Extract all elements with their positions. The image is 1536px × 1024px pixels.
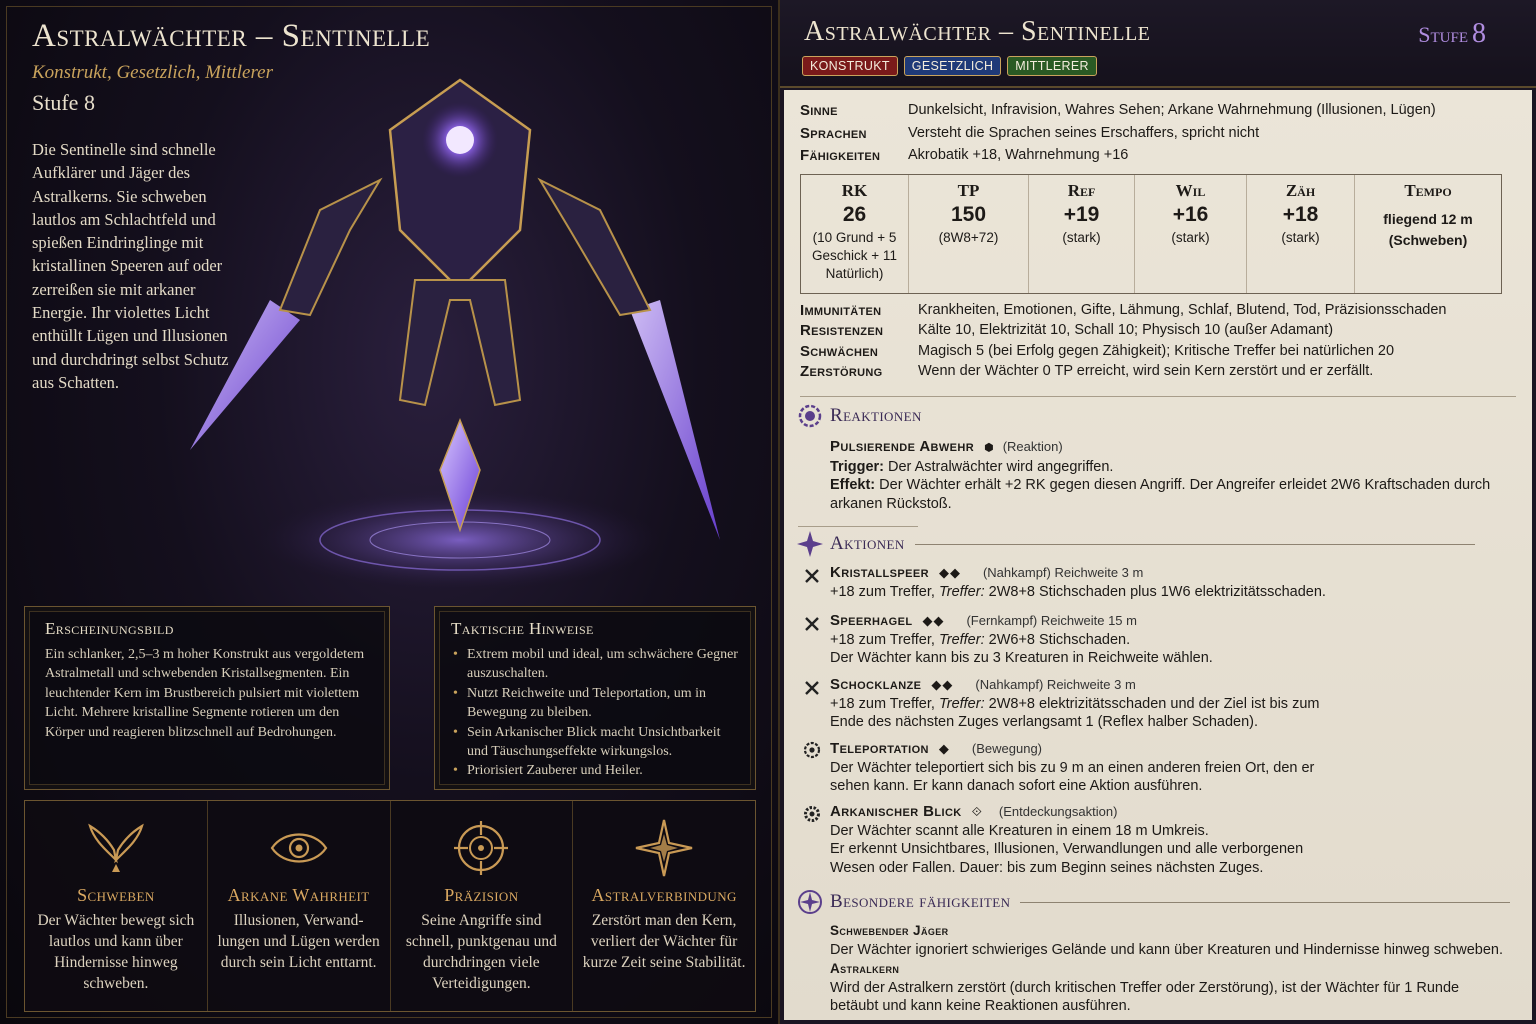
tactics-item: • Priorisiert Zauberer und Heiler. <box>451 761 739 780</box>
weaknesses-row: Schwächen Magisch 5 (bei Erfolg gegen Zähigkeit); Kritische Treffer bei natürlichen 20 <box>800 343 1395 360</box>
stat-will: Wil +16 (stark) <box>1135 175 1247 293</box>
creature-illustration <box>160 60 760 600</box>
skills-row: Fähigkeiten Akrobatik +18, Wahrnehmung +16 <box>800 147 1129 164</box>
statblock-level <box>1418 18 1486 50</box>
gear-icon <box>802 804 822 824</box>
compass-emblem-icon <box>796 530 824 558</box>
senses-row: Sinne Dunkelsicht, Infravision, Wahres Sehen; Arkane Wahrnehmung (Illusionen, Lügen) <box>800 102 1436 119</box>
trait-tags <box>802 56 1097 76</box>
creature-title: Astralwächter – Sentinelle <box>32 18 431 54</box>
tactics-item: • Sein Arkanischer Blick macht Unsichtbarkeit und Täuschungseffekte wirkungslos. <box>451 723 739 762</box>
feature-title: Arkane Wahrheit <box>227 885 370 905</box>
feature-arkane-wahrheit <box>208 801 391 1011</box>
statblock-title: Astralwächter – Sentinelle <box>804 16 1151 47</box>
stat-fortitude: Zäh +18 (stark) <box>1247 175 1355 293</box>
stat-ac: RK 26 (10 Grund + 5 Geschick + 11 Natürlich) <box>801 175 909 293</box>
right-panel <box>780 0 1536 1024</box>
actions-header: Aktionen <box>794 528 1475 560</box>
star-emblem-icon <box>796 888 824 916</box>
gear-emblem-icon <box>796 402 824 430</box>
tactics-item: • Extrem mobil und ideal, um schwächere Gegner auszuschalten. <box>451 645 739 684</box>
eye-icon <box>268 820 330 876</box>
left-blade <box>190 300 300 450</box>
right-arm <box>540 180 650 315</box>
stat-reflex: Ref +19 (stark) <box>1029 175 1135 293</box>
trait-tag[interactable]: MITTLERER <box>1007 56 1097 76</box>
feature-strip <box>24 800 756 1012</box>
defense-stats <box>800 174 1502 294</box>
divider <box>798 526 918 527</box>
feature-text: Zerstört man den Kern, verliert der Wächter für kurze Zeit seine Stabilität. <box>582 912 746 971</box>
trait-tag[interactable]: GESETZLICH <box>904 56 1002 76</box>
feature-title: Astralverbindung <box>591 885 737 905</box>
creature-description: Die Sentinelle sind schnelle Aufklärer und Jäger des Astralkerns. Sie schweben lautlos am Schlachtfeld und spießen Eindringlinge mit kristallinen Speeren auf oder zerreißen sie mit arkaner Energie. Ihr violettes Licht enthüllt Lügen und Illusionen und durchdringt selbst Schutz aus Schatten. <box>32 140 229 392</box>
action-kristallspeer: Kristallspeer ◆◆ (Nahkampf) Reichweite 3 m +18 zum Treffer, Treffer: 2W8+8 Stichschaden plus 1W6 elektrizitätsschaden. <box>830 564 1326 600</box>
creature-traits: Konstrukt, Gesetzlich, Mittlerer <box>32 62 273 83</box>
trait-tag[interactable]: KONSTRUKT <box>802 56 898 76</box>
feature-praezision <box>391 801 574 1011</box>
action-speerhagel: Speerhagel ◆◆ (Fernkampf) Reichweite 15 m +18 zum Treffer, Treffer: 2W6+8 Stichschaden. Der Wächter kann bis zu 3 Kreaturen in Reichweite wählen. <box>830 612 1213 666</box>
feature-schweben <box>25 801 208 1011</box>
special-header: Besondere fähigkeiten <box>794 886 1510 918</box>
crossed-swords-icon <box>802 678 822 698</box>
reaction-pulsierende-abwehr: Pulsierende Abwehr ⬢ (Reaktion) Trigger: Der Astralwächter wird angegriffen. Effekt: Der Wächter erhält +2 RK gegen diesen Angriff. Der Angreifer erleidet 2W6 Kraftschaden durch arkanen Rückstoß. <box>830 438 1491 512</box>
languages-row: Sprachen Versteht die Sprachen seines Erschaffers, spricht nicht <box>800 125 1260 142</box>
destruction-row: Zerstörung Wenn der Wächter 0 TP erreicht, wird sein Kern zerstört und er zerfällt. <box>800 363 1374 380</box>
teleport-icon <box>802 740 822 760</box>
level-label: Stufe <box>1418 22 1468 47</box>
statblock-header <box>780 0 1536 88</box>
feature-text: Seine Angriffe sind schnell, punktgenau und durchdringen viele Verteidigungen. <box>405 912 557 992</box>
feature-text: Der Wächter bewegt sich lautlos und kann über Hindernisse hinweg schweben. <box>37 912 195 992</box>
tactics-item: • Nutzt Reichweite und Teleportation, um in Bewegung zu bleiben. <box>451 684 739 723</box>
creature-level: Stufe 8 <box>32 90 95 115</box>
crossed-swords-icon <box>802 614 822 634</box>
level-value: 8 <box>1472 18 1486 49</box>
resistances-row: Resistenzen Kälte 10, Elektrizität 10, Schall 10; Physisch 10 (außer Adamant) <box>800 322 1334 339</box>
special-schwebender-jaeger: Schwebender Jäger Der Wächter ignoriert schwieriges Gelände und kann über Kreaturen und Hindernisse hinweg schweben. <box>830 923 1504 958</box>
action-teleportation: Teleportation ◆ (Bewegung) Der Wächter teleportiert sich bis zu 9 m an einen anderen freien Ort, den er sehen kann. Er kann danach sofort eine Aktion ausführen. <box>830 740 1315 794</box>
feature-astralverbindung <box>573 801 755 1011</box>
right-blade <box>630 300 720 540</box>
special-astralkern: Astralkern Wird der Astralkern zerstört (durch kritischen Treffer oder Zerstörung), ist der Wächter für 1 Runde betäubt und kann keine Reaktionen ausführen. <box>830 961 1460 1014</box>
legs <box>400 280 520 405</box>
immunities-row: Immunitäten Krankheiten, Emotionen, Gifte, Lähmung, Schlaf, Blutend, Tod, Präzisionsschaden <box>800 302 1447 319</box>
tactics-heading: Taktische Hinweise <box>451 619 594 638</box>
appearance-heading: Erscheinungsbild <box>45 619 174 638</box>
crosshair-icon <box>452 819 510 877</box>
stat-speed: Tempo fliegend 12 m (Schweben) <box>1383 181 1473 248</box>
action-schocklanze: Schocklanze ◆◆ (Nahkampf) Reichweite 3 m +18 zum Treffer, Treffer: 2W8+8 elektrizitätsschaden und der Ziel ist bis zum Ende des nächsten Zuges verlangsamt 1 (Reflex halber Schaden). <box>830 676 1320 730</box>
left-arm <box>280 180 380 315</box>
feature-text: Illusionen, Verwand-lungen und Lügen werden durch sein Licht enttarnt. <box>217 912 380 971</box>
action-arkanischer-blick: Arkanischer Blick ⟐ (Entdeckungsaktion) Der Wächter scannt alle Kreaturen in einem 18 m Umkreis. Er erkennt Unsichtbares, Illusionen, Verwandlungen und alle verborgenen Wesen oder Fallen. Dauer: bis zum Beginn seines nächsten Zuges. <box>830 803 1304 876</box>
statblock-body <box>784 90 1532 1020</box>
feature-title: Schweben <box>77 885 155 905</box>
reaction-icon: ⬢ <box>984 442 995 454</box>
appearance-text: Ein schlanker, 2,5–3 m hoher Konstrukt aus vergoldetem Astralmetall und schwebenden Kristallsegmenten. Ein leuchtender Kern im Brustbereich pulsiert mit violettem Licht. Mehrere kristalline Segmente rotieren um den Körper und reagieren blitzschnell auf Bedrohungen. <box>45 647 365 740</box>
divider <box>800 396 1516 397</box>
crossed-swords-icon <box>802 566 822 586</box>
stat-hp: TP 150 (8W8+72) <box>909 175 1029 293</box>
reactions-header: Reaktionen <box>794 400 922 432</box>
feature-title: Präzision <box>444 885 519 905</box>
tactics-box <box>434 606 756 790</box>
appearance-box <box>24 606 390 790</box>
wings-icon <box>86 820 146 876</box>
star-icon <box>634 818 694 878</box>
